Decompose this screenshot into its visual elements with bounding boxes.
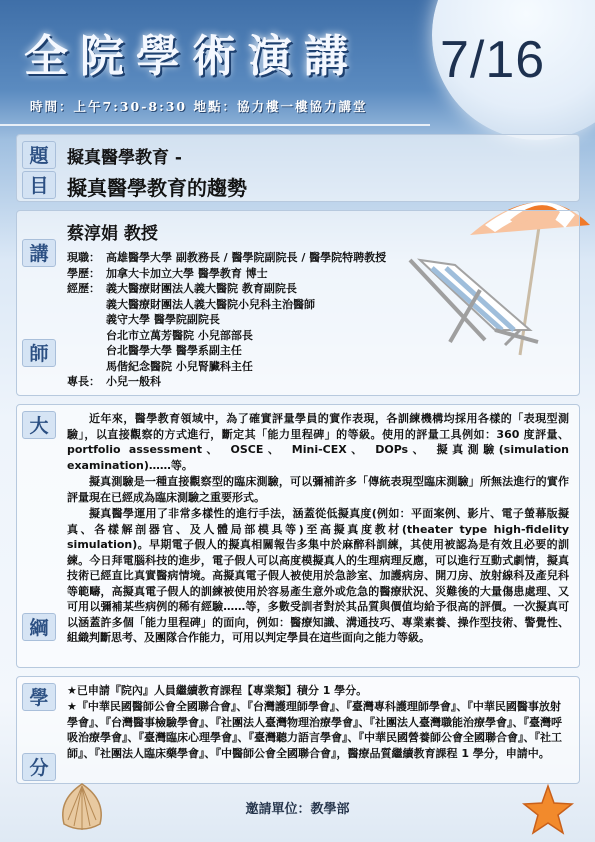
header <box>0 0 595 126</box>
experience-item: 義守大學 醫學院副院長 <box>106 313 220 326</box>
current-key: 現職： <box>67 251 100 264</box>
speaker-name: 蔡淳娟 教授 <box>67 224 158 244</box>
abstract-panel <box>16 404 580 668</box>
abstract-paragraph: 近年來，醫學教育領域中，為了確實評量學員的實作表現，各訓練機構均採用各樣的「表現型測驗」，以直接觀察的方式進行，斷定其「能力里程碑」的等級。使用的評量工具例如：360 度評量、portfolio assessment、 OSCE、 Mini-CEX、 DOPs、 擬真測驗(simulation examination)……等。 <box>67 412 569 472</box>
page-title: 全院學術演講 <box>24 31 360 82</box>
credit-label-char-2: 分 <box>22 753 56 781</box>
event-date: 7/16 <box>440 31 546 89</box>
experience-key: 經歷： <box>67 282 100 295</box>
speaker-label-char-1: 講 <box>22 239 56 267</box>
abstract-body <box>67 411 569 647</box>
topic-label-char-1: 題 <box>22 141 56 169</box>
experience-item: 馬偕紀念醫院 小兒腎臟科主任 <box>106 359 253 373</box>
specialty-key: 專長： <box>67 375 100 388</box>
topic-label-char-2: 目 <box>22 171 56 199</box>
degree-key: 學歷： <box>67 266 100 280</box>
topic-title: 擬真醫學教育的趨勢 <box>67 176 247 200</box>
credit-body <box>67 683 569 762</box>
credit-label-char-1: 學 <box>22 683 56 711</box>
abstract-paragraph: 擬真測驗是一種直接觀察型的臨床測驗，可以彌補許多「傳統表現型臨床測驗」所無法進行的實作評量現在已經成為臨床測驗之重要形式。 <box>67 475 569 504</box>
abstract-label-char-1: 大 <box>22 411 56 439</box>
experience-item: 義大醫療財團法人義大醫院 教育副院長 <box>106 282 297 295</box>
header-divider <box>0 124 430 126</box>
current-position: 高雄醫學大學 副教務長 / 醫學院副院長 / 醫學院特聘教授 <box>106 251 387 264</box>
degree: 加拿大卡加立大學 醫學教育 博士 <box>106 266 268 280</box>
topic-panel <box>16 134 580 202</box>
credit-line: ★『中華民國醫師公會全國聯合會』、『台灣護理師學會』、『臺灣專科護理師學會』、『中華民國醫事放射學會』、『台灣醫事檢驗學會』、『社團法人臺灣物理治療學會』、『社團法人臺灣職能治療學會』、『臺灣呼吸治療學會』、『臺灣臨床心理學會』、『臺灣聽力語言學會』、『中華民國營養師公會全國聯合會』、『社工師』、『社團法人臨床藥學會』、『中醫師公會全國聯合會』，醫療品質繼續教育課程 1 學分，申請中。 <box>67 699 562 761</box>
speaker-panel <box>16 210 580 396</box>
abstract-label-char-2: 綱 <box>22 613 56 641</box>
credit-panel <box>16 676 580 784</box>
abstract-paragraph: 擬真醫學運用了非常多樣性的進行手法，涵蓋從低擬真度(例如：平面案例、影片、電子螢幕版擬真、各樣解剖器官、及人體局部模具等)至高擬真度教材(theater type high-fidelity simulation)。早期電子假人的擬真相關報告多集中於麻醉科訓練，其使用被認為是有效且必要的訓練。今日拜電腦科技的進步，電子假人可以高度模擬真人的生理病理反應，可以進行互動式劇情，擬真技術已經直比真實醫病情境。高擬真電子假人被使用於急診室、加護病房、開刀房、放射線科及產兒科等範疇，高擬真電子假人的訓練被使用於容易產生意外或危急的醫療狀況、災難後的大量傷患處理、又可用以彌補某些病例的稀有經驗……等，多數受訓者對於其品質與價值均給予很高的評價。一次擬真可以涵蓋許多個「能力里程碑」的面向，例如：醫療知識、溝通技巧、專業素養、操作型技術、警覺性、組織判斷思考、及團隊合作能力，可用以判定學員在這些面向之能力等級。 <box>67 507 569 644</box>
specialty: 小兒一般科 <box>106 375 161 388</box>
organizer: 邀請單位：教學部 <box>245 802 350 817</box>
speaker-label-char-2: 師 <box>22 339 56 367</box>
speaker-cv <box>67 250 569 390</box>
topic-subtitle: 擬真醫學教育 - <box>67 148 182 168</box>
experience-item: 義大醫療財團法人義大醫院小兒科主治醫師 <box>106 297 315 311</box>
time-location: 時間：上午7:30-8:30 地點：協力樓一樓協力講堂 <box>30 99 368 114</box>
experience-item: 台北醫學大學 醫學系副主任 <box>106 344 242 357</box>
credit-line: ★已申請『院內』人員繼續教育課程【專業類】積分 1 學分。 <box>67 684 368 697</box>
experience-item: 台北市立萬芳醫院 小兒部部長 <box>106 328 253 342</box>
